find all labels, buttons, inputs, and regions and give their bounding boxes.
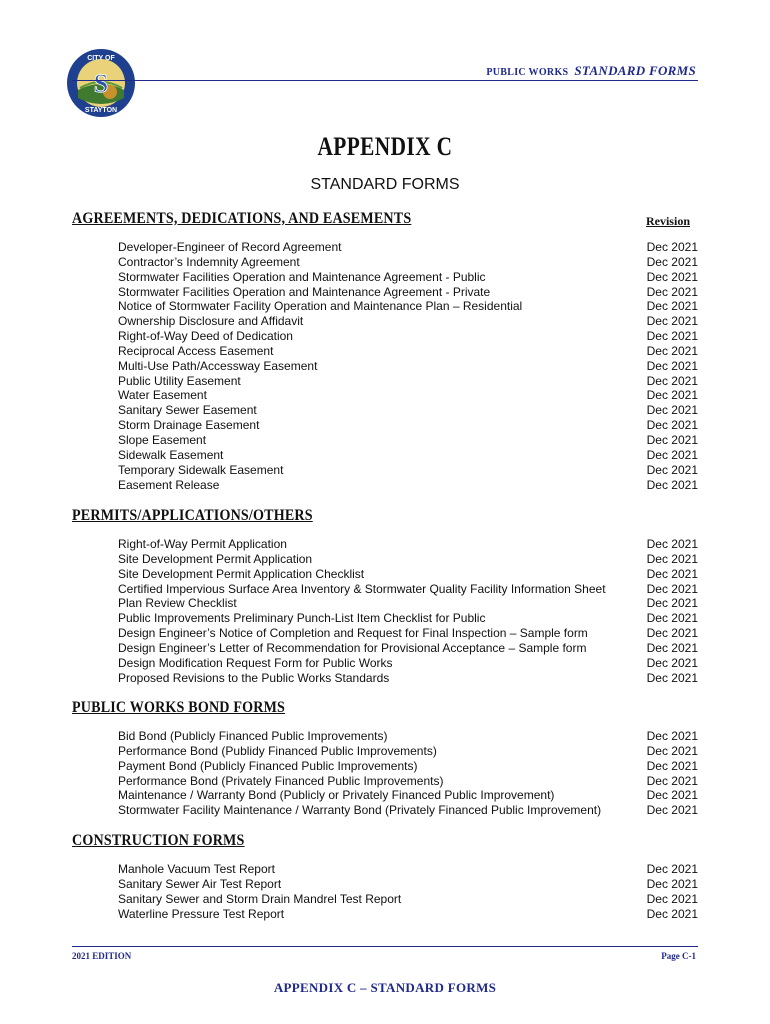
revision-date: Dec 2021 — [646, 269, 698, 284]
city-seal-logo — [66, 48, 136, 118]
list-item — [118, 433, 698, 448]
list-item — [118, 537, 698, 552]
list-item — [118, 448, 698, 463]
list-item — [118, 596, 698, 611]
form-name: Design Engineer’s Letter of Recommendation for Provisional Acceptance – Sample form — [118, 640, 587, 655]
list-item — [118, 374, 698, 389]
footer-title: APPENDIX C – STANDARD FORMS — [273, 980, 497, 995]
list-item — [118, 656, 698, 671]
list-item — [118, 892, 698, 907]
form-name: Slope Easement — [118, 432, 207, 447]
list-item — [118, 240, 698, 255]
form-name: Design Modification Request Form for Public Works — [118, 655, 393, 670]
revision-date: Dec 2021 — [646, 626, 698, 641]
form-name: Stormwater Facilities Operation and Maintenance Agreement - Private — [118, 284, 491, 299]
form-name: Ownership Disclosure and Affidavit — [118, 314, 304, 329]
form-name: Sidewalk Easement — [118, 447, 224, 462]
form-name: Maintenance / Warranty Bond (Publicly or Privately Financed Public Improvement) — [118, 788, 555, 803]
list-item — [118, 611, 698, 626]
form-name: Right-of-Way Permit Application — [118, 537, 287, 551]
section-heading: PERMITS/APPLICATIONS/OTHERS — [72, 507, 313, 524]
form-name: Public Improvements Preliminary Punch-List Item Checklist for Public — [118, 611, 486, 626]
revision-date: Dec 2021 — [646, 566, 698, 581]
form-name: Design Engineer’s Notice of Completion and Request for Final Inspection – Sample form — [118, 626, 588, 641]
form-name: Public Utility Easement — [118, 373, 241, 388]
list-item — [118, 285, 698, 300]
section-list — [118, 240, 698, 492]
section-heading: AGREEMENTS, DEDICATIONS, AND EASEMENTS — [72, 210, 412, 227]
form-name: Stormwater Facility Maintenance / Warranty Bond (Privately Financed Public Improvement) — [118, 803, 602, 818]
revision-date: Dec 2021 — [646, 670, 698, 685]
list-item — [118, 478, 698, 493]
list-item — [118, 344, 698, 359]
revision-date: Dec 2021 — [646, 284, 698, 299]
list-item — [118, 803, 698, 818]
revision-date: Dec 2021 — [646, 758, 698, 773]
section-list — [118, 729, 698, 818]
revision-date: Dec 2021 — [646, 891, 698, 906]
list-item — [118, 788, 698, 803]
revision-date: Dec 2021 — [646, 596, 698, 611]
revision-date: Dec 2021 — [646, 299, 698, 314]
revision-date: Dec 2021 — [646, 373, 698, 388]
list-item — [118, 567, 698, 582]
section-heading: CONSTRUCTION FORMS — [72, 832, 245, 849]
form-name: Sanitary Sewer Easement — [118, 403, 257, 418]
form-name: Payment Bond (Publicly Financed Public Improvements) — [118, 758, 418, 773]
section-construction-forms — [72, 832, 698, 921]
form-name: Right-of-Way Deed of Dedication — [118, 329, 293, 344]
list-item — [118, 270, 698, 285]
section-heading: PUBLIC WORKS BOND FORMS — [72, 699, 286, 716]
form-name: Reciprocal Access Easement — [118, 343, 274, 358]
form-name: Site Development Permit Application — [118, 551, 313, 566]
revision-date: Dec 2021 — [646, 432, 698, 447]
revision-date: Dec 2021 — [646, 240, 698, 254]
revision-date: Dec 2021 — [646, 254, 698, 269]
list-item — [118, 418, 698, 433]
revision-date: Dec 2021 — [646, 773, 698, 788]
form-name: Sanitary Sewer and Storm Drain Mandrel Test Report — [118, 891, 402, 906]
revision-date: Dec 2021 — [646, 743, 698, 758]
page-title: APPENDIX C — [317, 132, 453, 161]
list-item — [118, 359, 698, 374]
header-big: STANDARD FORMS — [574, 63, 696, 78]
revision-date: Dec 2021 — [646, 388, 698, 403]
list-item — [118, 255, 698, 270]
header-rule — [72, 80, 698, 81]
section-agreements — [72, 210, 698, 492]
revision-date: Dec 2021 — [646, 358, 698, 373]
revision-date: Dec 2021 — [646, 462, 698, 477]
form-name: Contractor’s Indemnity Agreement — [118, 254, 300, 269]
section-list — [118, 862, 698, 921]
revision-date: Dec 2021 — [646, 729, 698, 743]
page-subtitle: STANDARD FORMS — [310, 176, 460, 193]
revision-date: Dec 2021 — [646, 447, 698, 462]
revision-date: Dec 2021 — [646, 343, 698, 358]
revision-date: Dec 2021 — [646, 876, 698, 891]
form-name: Performance Bond (Privately Financed Public Improvements) — [118, 773, 444, 788]
list-item — [118, 759, 698, 774]
list-item — [118, 729, 698, 744]
list-item — [118, 582, 698, 597]
form-name: Temporary Sidewalk Easement — [118, 462, 284, 477]
section-permits — [72, 507, 698, 685]
form-name: Manhole Vacuum Test Report — [118, 862, 275, 876]
form-name: Certified Impervious Surface Area Inventory & Stormwater Quality Facility Information Sheet — [118, 581, 606, 596]
header-title — [486, 62, 696, 80]
revision-date: Dec 2021 — [646, 537, 698, 551]
list-item — [118, 299, 698, 314]
form-name: Developer-Engineer of Record Agreement — [118, 240, 342, 254]
revision-date: Dec 2021 — [646, 611, 698, 626]
list-item — [118, 463, 698, 478]
form-name: Stormwater Facilities Operation and Maintenance Agreement - Public — [118, 269, 486, 284]
list-item — [118, 877, 698, 892]
footer-page-number: Page C-1 — [661, 951, 696, 961]
form-name: Sanitary Sewer Air Test Report — [118, 876, 282, 891]
list-item — [118, 403, 698, 418]
footer-rule — [72, 946, 698, 947]
form-name: Storm Drainage Easement — [118, 418, 260, 433]
list-item — [118, 314, 698, 329]
svg-text:STAYTON: STAYTON — [84, 107, 118, 114]
header-small: PUBLIC WORKS — [486, 67, 569, 78]
revision-date: Dec 2021 — [646, 403, 698, 418]
list-item — [118, 552, 698, 567]
revision-date: Dec 2021 — [646, 314, 698, 329]
list-item — [118, 388, 698, 403]
revision-date: Dec 2021 — [646, 803, 698, 818]
form-name: Plan Review Checklist — [118, 596, 237, 611]
section-list — [118, 537, 698, 685]
form-name: Bid Bond (Publicly Financed Public Improvements) — [118, 729, 388, 743]
svg-text:S: S — [93, 69, 109, 98]
list-item — [118, 907, 698, 922]
revision-date: Dec 2021 — [646, 906, 698, 921]
revision-date: Dec 2021 — [646, 655, 698, 670]
form-name: Waterline Pressure Test Report — [118, 906, 285, 921]
revision-date: Dec 2021 — [646, 329, 698, 344]
form-name: Multi-Use Path/Accessway Easement — [118, 358, 318, 373]
list-item — [118, 626, 698, 641]
revision-heading: Revision — [645, 214, 690, 228]
list-item — [118, 862, 698, 877]
list-item — [118, 774, 698, 789]
list-item — [118, 329, 698, 344]
list-item — [118, 671, 698, 686]
revision-date: Dec 2021 — [646, 477, 698, 492]
footer-edition: 2021 EDITION — [72, 951, 132, 961]
revision-date: Dec 2021 — [646, 551, 698, 566]
form-name: Performance Bond (Publidy Financed Public Improvements) — [118, 743, 437, 758]
revision-date: Dec 2021 — [646, 640, 698, 655]
form-name: Proposed Revisions to the Public Works Standards — [118, 670, 390, 685]
revision-date: Dec 2021 — [646, 581, 698, 596]
section-bond-forms — [72, 699, 698, 818]
form-name: Notice of Stormwater Facility Operation and Maintenance Plan – Residential — [118, 299, 523, 314]
list-item — [118, 641, 698, 656]
list-item — [118, 744, 698, 759]
form-name: Easement Release — [118, 477, 220, 492]
form-name: Water Easement — [118, 388, 207, 403]
revision-date: Dec 2021 — [646, 788, 698, 803]
revision-date: Dec 2021 — [646, 418, 698, 433]
form-name: Site Development Permit Application Checklist — [118, 566, 365, 581]
svg-text:CITY OF: CITY OF — [87, 55, 115, 62]
revision-date: Dec 2021 — [646, 862, 698, 876]
